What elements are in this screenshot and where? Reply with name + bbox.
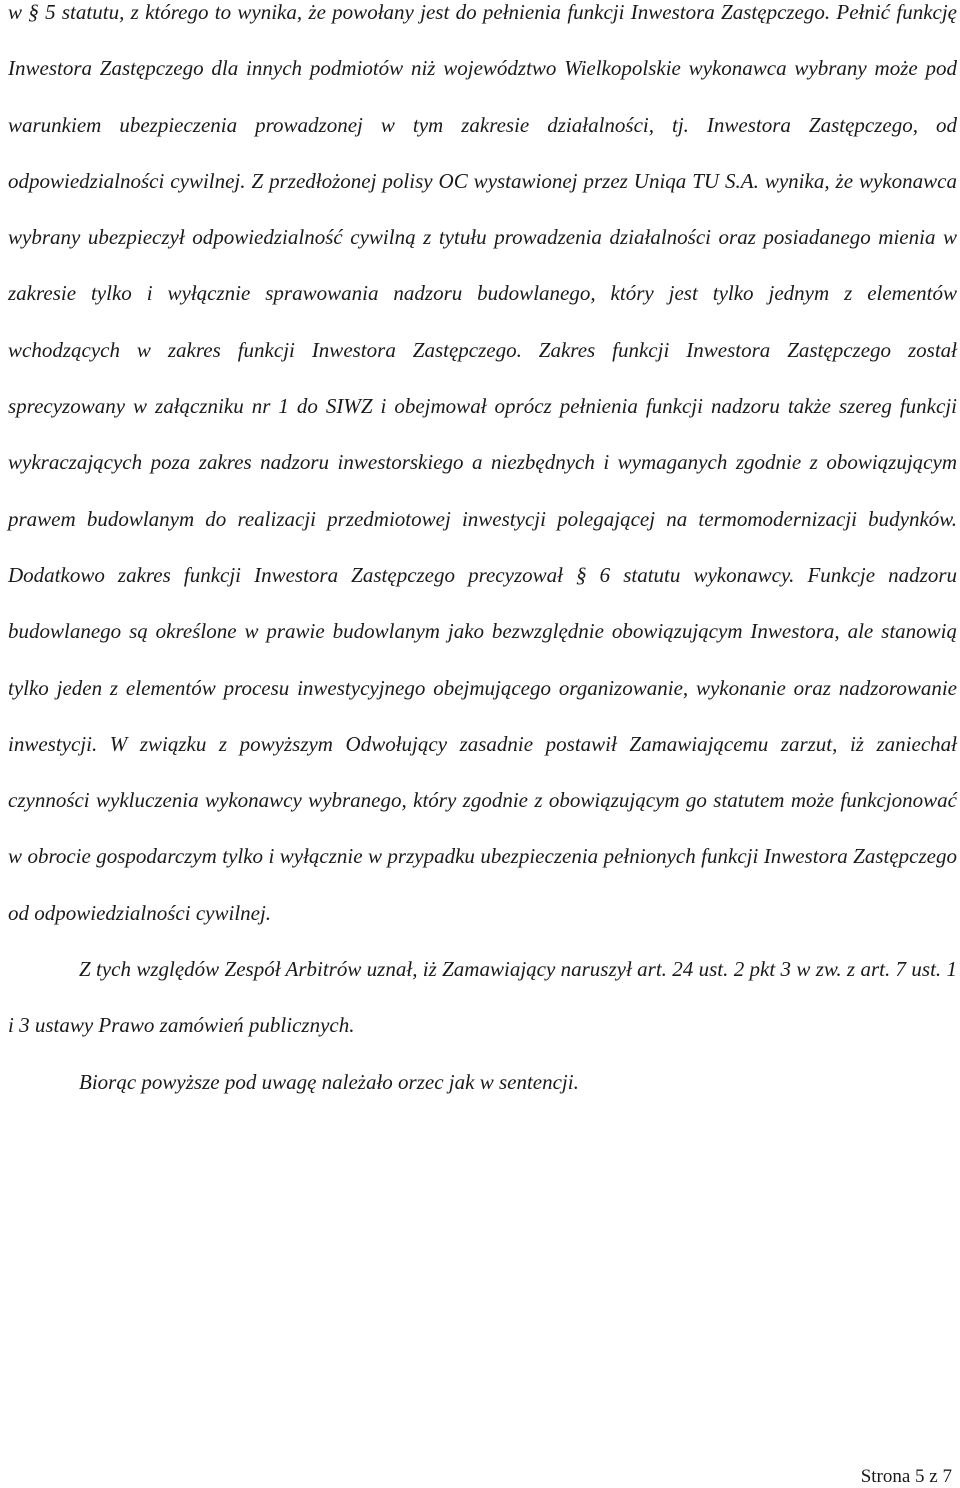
paragraph-conclusion: Z tych względów Zespół Arbitrów uznał, iż Zamawiający naruszył art. 24 ust. 2 pkt 3 w zw. z art. 7 ust. 1 i 3 ustawy Prawo zamówień publicznych. <box>8 957 957 1038</box>
document-body <box>8 0 957 1110</box>
paragraph-main: w § 5 statutu, z którego to wynika, że powołany jest do pełnienia funkcji Inwestora Zastępczego. Pełnić funkcję Inwestora Zastępczego dla innych podmiotów niż województwo Wielkopolskie wykonawca wybrany może pod warunkiem ubezpieczenia prowadzonej w tym zakresie działalności, tj. Inwestora Zastępczego, od odpowiedzialności cywilnej. Z przedłożonej polisy OC wystawionej przez Uniqa TU S.A. wynika, że wykonawca wybrany ubezpieczył odpowiedzialność cywilną z tytułu prowadzenia działalności oraz posiadanego mienia w zakresie tylko i wyłącznie sprawowania nadzoru budowlanego, który jest tylko jednym z elementów wchodzących w zakres funkcji Inwestora Zastępczego. Zakres funkcji Inwestora Zastępczego został sprecyzowany w załączniku nr 1 do SIWZ i obejmował oprócz pełnienia funkcji nadzoru także szereg funkcji wykraczających poza zakres nadzoru inwestorskiego a niezbędnych i wymaganych zgodnie z obowiązującym prawem budowlanym do realizacji przedmiotowej inwestycji polegającej na termomodernizacji budynków. Dodatkowo zakres funkcji Inwestora Zastępczego precyzował § 6 statutu wykonawcy. Funkcje nadzoru budowlanego są określone w prawie budowlanym jako bezwzględnie obowiązującym Inwestora, ale stanowią tylko jeden z elementów procesu inwestycyjnego obejmującego organizowanie, wykonanie oraz nadzorowanie inwestycji. W związku z powyższym Odwołujący zasadnie postawił Zamawiającemu zarzut, iż zaniechał czynności wykluczenia wykonawcy wybranego, który zgodnie z obowiązującym go statutem może funkcjonować w obrocie gospodarczym tylko i wyłącznie w przypadku ubezpieczenia pełnionych funkcji Inwestora Zastępczego od odpowiedzialności cywilnej. <box>8 0 957 925</box>
paragraph-ruling: Biorąc powyższe pod uwagę należało orzec jak w sentencji. <box>79 1069 579 1094</box>
page-number: Strona 5 z 7 <box>860 1466 952 1487</box>
